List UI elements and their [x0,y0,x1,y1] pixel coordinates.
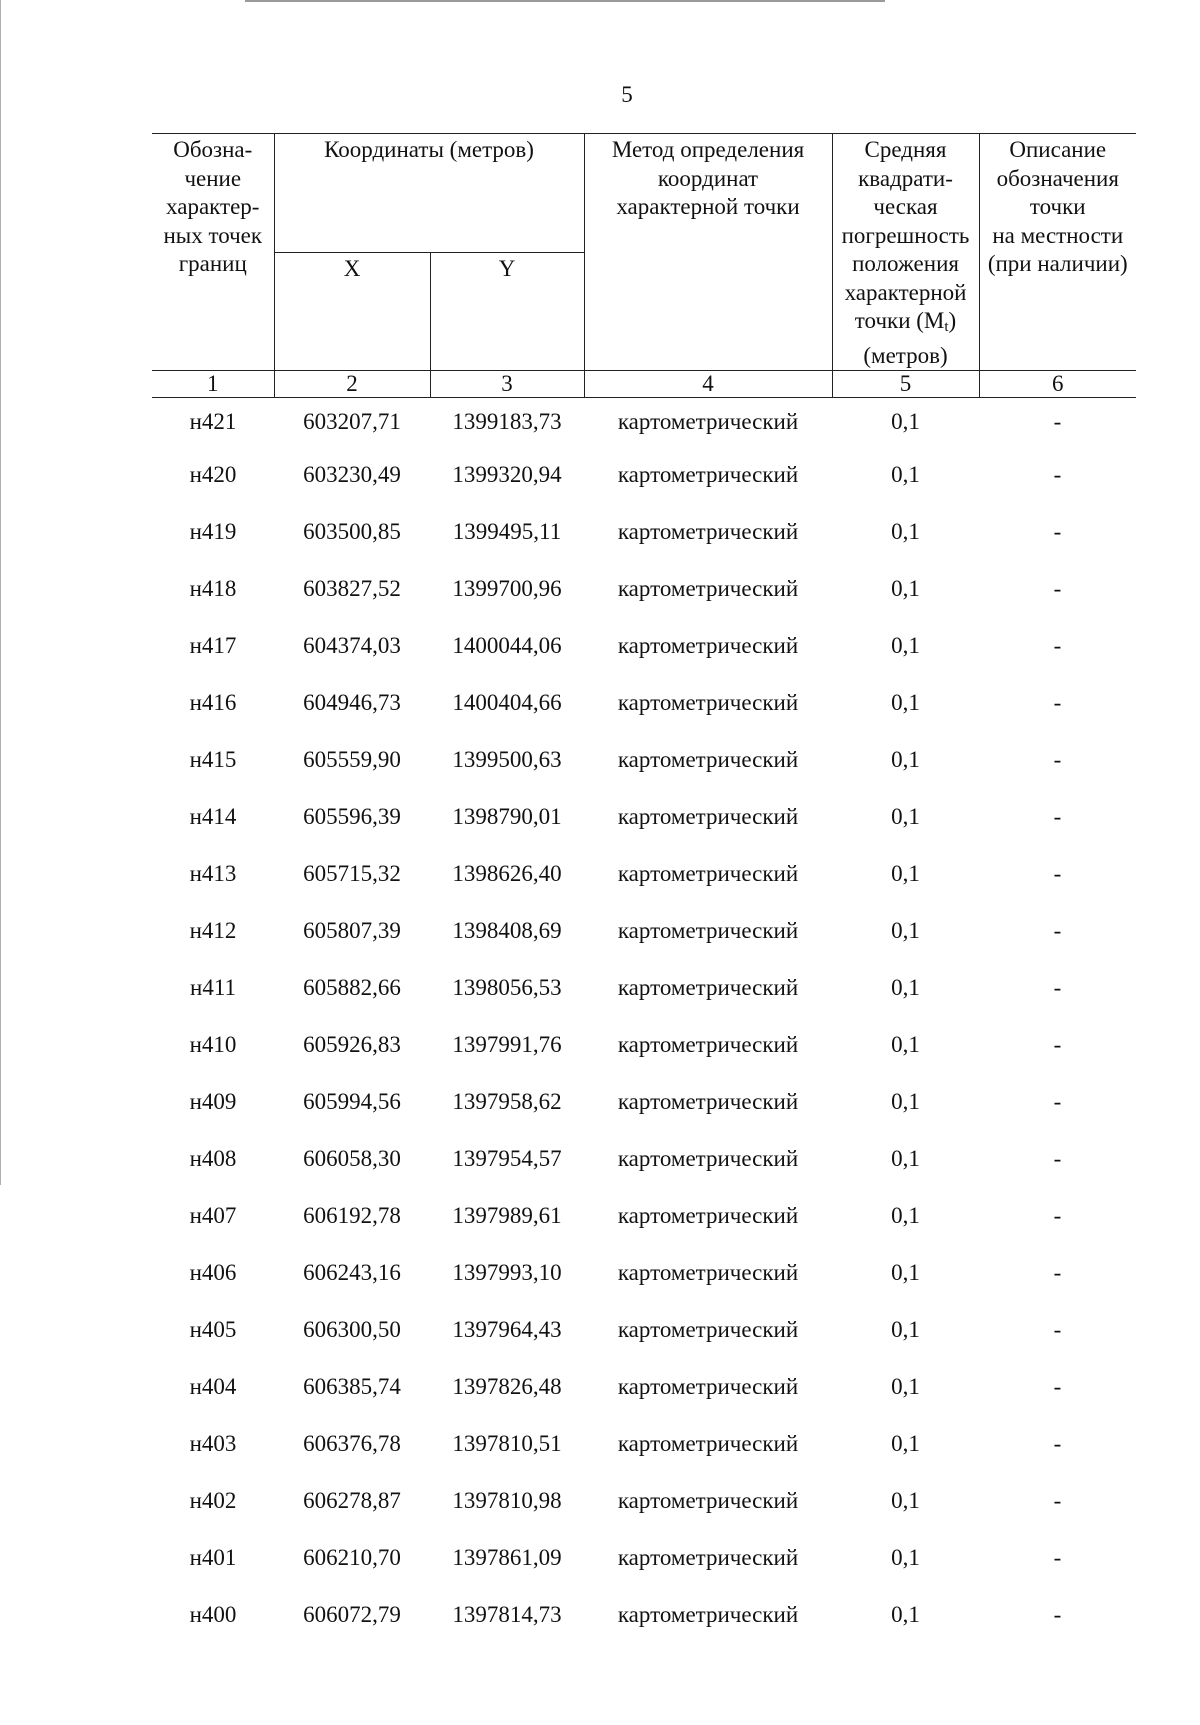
cell-x: 606278,87 [303,1487,401,1513]
header-method: Метод определения координат характерной точки [584,134,832,371]
cell-y: 1397810,51 [452,1430,562,1456]
table-row [152,1130,1136,1187]
cell-description: - [1053,1544,1062,1570]
cell-description: - [1053,1088,1062,1114]
cell-point-id: н408 [189,1145,237,1171]
cell-description: - [1053,632,1062,658]
cell-x: 606376,78 [303,1430,401,1456]
table-row [152,1187,1136,1244]
cell-method: картометрический [617,1544,799,1570]
cell-point-id: н409 [189,1088,237,1114]
cell-error: 0,1 [891,518,920,544]
cell-y: 1399500,63 [452,746,562,772]
cell-error: 0,1 [891,575,920,601]
cell-point-id: н405 [189,1316,237,1342]
cell-x: 603230,49 [303,461,401,487]
header-y: Y [430,252,584,371]
coordinates-table [152,133,1136,1643]
cell-method: картометрический [617,974,799,1000]
cell-description: - [1053,518,1062,544]
cell-point-id: н421 [189,409,237,434]
cell-method: картометрический [617,1031,799,1057]
cell-point-id: н402 [189,1487,237,1513]
cell-method: картометрический [617,1145,799,1171]
cell-error: 0,1 [891,1145,920,1171]
page-number: 5 [621,82,633,107]
table-row [152,959,1136,1016]
cell-y: 1397810,98 [452,1487,562,1513]
cell-y: 1397861,09 [452,1544,562,1570]
table-row [152,845,1136,902]
cell-description: - [1053,1259,1062,1285]
cell-x: 604374,03 [303,632,401,658]
cell-error: 0,1 [891,409,920,434]
cell-y: 1397826,48 [452,1373,562,1399]
cell-x: 606243,16 [303,1259,401,1285]
cell-point-id: н419 [189,518,237,544]
cell-y: 1399495,11 [452,518,562,544]
table-row [152,674,1136,731]
header-mean-square-error: Средняя квадрати- ческая погрешность положения характерной точки $(M_t)$ (метров) [832,134,979,371]
cell-x: 604946,73 [303,689,401,715]
cell-y: 1397958,62 [452,1088,562,1114]
cell-method: картометрический [617,860,799,886]
cell-x: 605994,56 [303,1088,401,1114]
cell-y: 1399183,73 [452,409,562,434]
cell-method: картометрический [617,689,799,715]
cell-y: 1397991,76 [452,1031,562,1057]
cell-method: картометрический [617,746,799,772]
table-row [152,902,1136,959]
cell-x: 606300,50 [303,1316,401,1342]
cell-description: - [1053,1031,1062,1057]
cell-point-id: н411 [190,974,236,1000]
cell-description: - [1053,1316,1062,1342]
cell-method: картометрический [617,518,799,544]
cell-x: 605596,39 [303,803,401,829]
cell-description: - [1053,1601,1062,1627]
cell-x: 603827,52 [303,575,401,601]
table-row [152,788,1136,845]
cell-error: 0,1 [891,1316,920,1342]
cell-description: - [1053,689,1062,715]
cell-method: картометрический [617,1487,799,1513]
table-row [152,1472,1136,1529]
cell-x: 605882,66 [303,974,401,1000]
cell-x: 603207,71 [303,409,401,434]
cell-x: 606210,70 [303,1544,401,1570]
header-coordinates-group: Координаты (метров) [274,134,584,253]
cell-y: 1397964,43 [452,1316,562,1342]
header-x: X [274,252,430,371]
cell-description: - [1053,1202,1062,1228]
cell-x: 606058,30 [303,1145,401,1171]
cell-description: - [1053,409,1062,434]
cell-method: картометрический [617,1430,799,1456]
cell-point-id: н401 [189,1544,237,1570]
cell-error: 0,1 [891,689,920,715]
cell-method: картометрический [617,1316,799,1342]
cell-y: 1397989,61 [452,1202,562,1228]
cell-point-id: н415 [189,746,237,772]
cell-point-id: н414 [189,803,237,829]
column-number: 4 [584,371,832,398]
header-point-description: Описание обозначения точки на местности (при наличии) [979,134,1136,371]
cell-error: 0,1 [891,632,920,658]
cell-method: картометрический [617,1202,799,1228]
cell-x: 606192,78 [303,1202,401,1228]
cell-error: 0,1 [891,1544,920,1570]
cell-description: - [1053,746,1062,772]
cell-method: картометрический [617,409,799,434]
cell-y: 1400044,06 [452,632,562,658]
cell-error: 0,1 [891,746,920,772]
cell-error: 0,1 [891,1373,920,1399]
table-row [152,1073,1136,1130]
cell-point-id: н404 [189,1373,237,1399]
cell-error: 0,1 [891,917,920,943]
scan-artifact-top-line [245,0,885,2]
table-row [152,446,1136,503]
cell-method: картометрический [617,632,799,658]
cell-error: 0,1 [891,1601,920,1627]
cell-error: 0,1 [891,974,920,1000]
cell-description: - [1053,1487,1062,1513]
cell-x: 603500,85 [303,518,401,544]
column-number: 5 [832,371,979,398]
cell-method: картометрический [617,1259,799,1285]
cell-description: - [1053,1145,1062,1171]
cell-y: 1398056,53 [452,974,562,1000]
cell-point-id: н418 [189,575,237,601]
cell-y: 1397993,10 [452,1259,562,1285]
cell-error: 0,1 [891,1088,920,1114]
cell-y: 1399700,96 [452,575,562,601]
table-row [152,1529,1136,1586]
cell-method: картометрический [617,461,799,487]
cell-point-id: н407 [189,1202,237,1228]
cell-description: - [1053,461,1062,487]
table-row [152,731,1136,788]
table-row [152,1415,1136,1472]
cell-point-id: н403 [189,1430,237,1456]
column-number: 2 [274,371,430,398]
cell-error: 0,1 [891,1202,920,1228]
cell-x: 605715,32 [303,860,401,886]
cell-description: - [1053,1430,1062,1456]
cell-x: 605559,90 [303,746,401,772]
cell-error: 0,1 [891,803,920,829]
cell-x: 605926,83 [303,1031,401,1057]
cell-error: 0,1 [891,461,920,487]
header-point-designation: Обозна- чение характер- ных точек границ [152,134,274,371]
cell-y: 1400404,66 [452,689,562,715]
cell-method: картометрический [617,803,799,829]
cell-point-id: н412 [189,917,237,943]
table-row [152,1358,1136,1415]
cell-y: 1399320,94 [452,461,562,487]
cell-y: 1398408,69 [452,917,562,943]
table-row [152,1301,1136,1358]
table-row [152,1016,1136,1073]
cell-x: 605807,39 [303,917,401,943]
cell-error: 0,1 [891,1430,920,1456]
cell-y: 1397814,73 [452,1601,562,1627]
cell-point-id: н406 [189,1259,237,1285]
table-row [152,560,1136,617]
cell-method: картометрический [617,1601,799,1627]
cell-y: 1397954,57 [452,1145,562,1171]
cell-method: картометрический [617,1373,799,1399]
column-number: 1 [152,371,274,398]
cell-point-id: н416 [189,689,237,715]
cell-point-id: н420 [189,461,237,487]
cell-point-id: н400 [189,1601,237,1627]
cell-description: - [1053,974,1062,1000]
table-body [152,398,1136,1644]
cell-description: - [1053,575,1062,601]
cell-error: 0,1 [891,1487,920,1513]
scan-artifact-left-edge [0,0,1,1185]
table-row [152,1586,1136,1643]
cell-method: картометрический [617,917,799,943]
cell-y: 1398626,40 [452,860,562,886]
cell-description: - [1053,1373,1062,1399]
cell-error: 0,1 [891,860,920,886]
cell-description: - [1053,860,1062,886]
cell-y: 1398790,01 [452,803,562,829]
cell-method: картометрический [617,575,799,601]
cell-point-id: н417 [189,632,237,658]
column-number: 3 [430,371,584,398]
cell-point-id: н410 [189,1031,237,1057]
table-row [152,398,1136,447]
cell-x: 606385,74 [303,1373,401,1399]
cell-error: 0,1 [891,1031,920,1057]
cell-point-id: н413 [189,860,237,886]
cell-description: - [1053,917,1062,943]
column-number: 6 [979,371,1136,398]
table-row [152,617,1136,674]
cell-description: - [1053,803,1062,829]
table-row [152,503,1136,560]
cell-method: картометрический [617,1088,799,1114]
cell-error: 0,1 [891,1259,920,1285]
table-row [152,1244,1136,1301]
cell-x: 606072,79 [303,1601,401,1627]
